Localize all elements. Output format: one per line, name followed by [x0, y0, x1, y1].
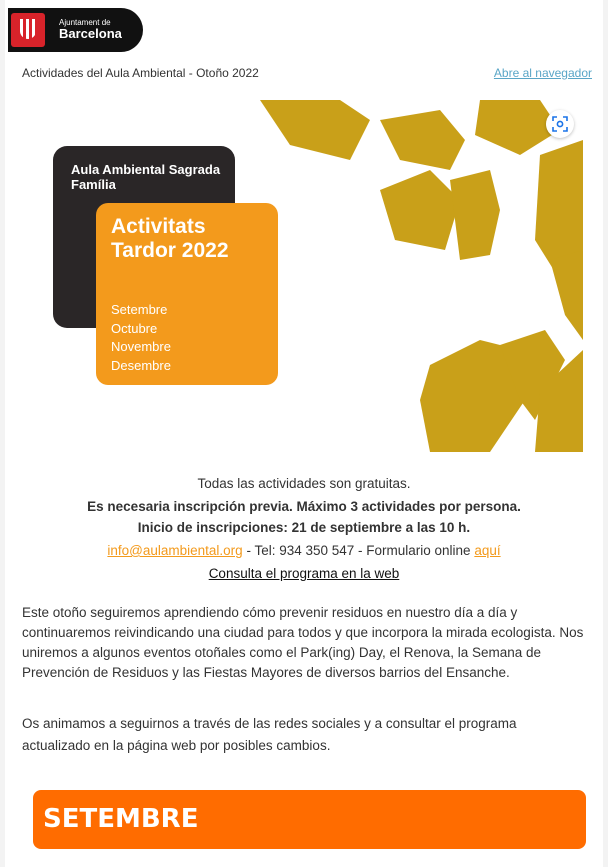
- month-item: Desembre: [111, 357, 171, 373]
- gold-stone: [380, 110, 465, 170]
- month-item: Setembre: [111, 302, 168, 317]
- activitats-card: [96, 203, 278, 385]
- month-item: Octubre: [111, 320, 158, 336]
- barcelona-logo: [8, 8, 143, 52]
- open-in-browser-link[interactable]: Abre al navegador: [493, 66, 592, 80]
- logo-line1: Ajuntament de: [59, 17, 111, 27]
- program-web-link[interactable]: Consulta el programa en la web: [208, 566, 400, 581]
- hero-image: [20, 100, 583, 452]
- registration-text: Es necesaria inscripción previa. Máximo 3 actividades por persona.: [87, 499, 521, 514]
- logo-line2: Barcelona: [59, 26, 122, 42]
- gold-stone: [260, 100, 370, 160]
- months-list: [111, 301, 171, 375]
- intro-paragraph: Este otoño seguiremos aprendiendo cómo prevenir residuos en nuestro día a día y continuaremos reivindicando una ciudad para todos y que incorpora la mirada ecologista. Nos uniremos a algunos eventos otoñales como el Park(ing) Day, el Renova, la Semana de Prevención de Residuos y las Fiestas Mayores de diversos barrios del Ensanche.: [22, 605, 584, 680]
- setembre-section-banner: [33, 790, 586, 849]
- zoom-scan-icon[interactable]: [546, 110, 574, 138]
- social-paragraph: Os animamos a seguirnos a través de las redes sociales y a consultar el programa actualizado en la página web por posibles cambios.: [22, 716, 517, 753]
- email-link[interactable]: info@aulambiental.org: [107, 543, 243, 558]
- gold-stone: [450, 170, 500, 260]
- aula-ambiental-title: Aula Ambiental Sagrada Família: [71, 162, 221, 192]
- month-item: Novembre: [111, 339, 171, 354]
- section-title: SETEMBRE: [43, 804, 199, 834]
- registration-start-text: Inicio de inscripciones: 21 de septiembre a las 10 h.: [137, 520, 471, 535]
- free-activities-text: Todas las actividades son gratuitas.: [197, 476, 411, 491]
- barcelona-shield-icon: [11, 13, 45, 47]
- program-line: [0, 566, 608, 581]
- phone-text: - Tel: 934 350 547 - Formulario online: [242, 543, 475, 558]
- online-form-link[interactable]: aquí: [474, 543, 501, 558]
- contact-line: [0, 543, 608, 558]
- email-subject: Actividades del Aula Ambiental - Otoño 2022: [22, 66, 259, 80]
- gold-stone: [380, 170, 460, 250]
- activitats-title: Activitats Tardor 2022: [111, 215, 229, 262]
- logo-text: [59, 19, 122, 41]
- zoom-scan-glyph: [552, 116, 568, 132]
